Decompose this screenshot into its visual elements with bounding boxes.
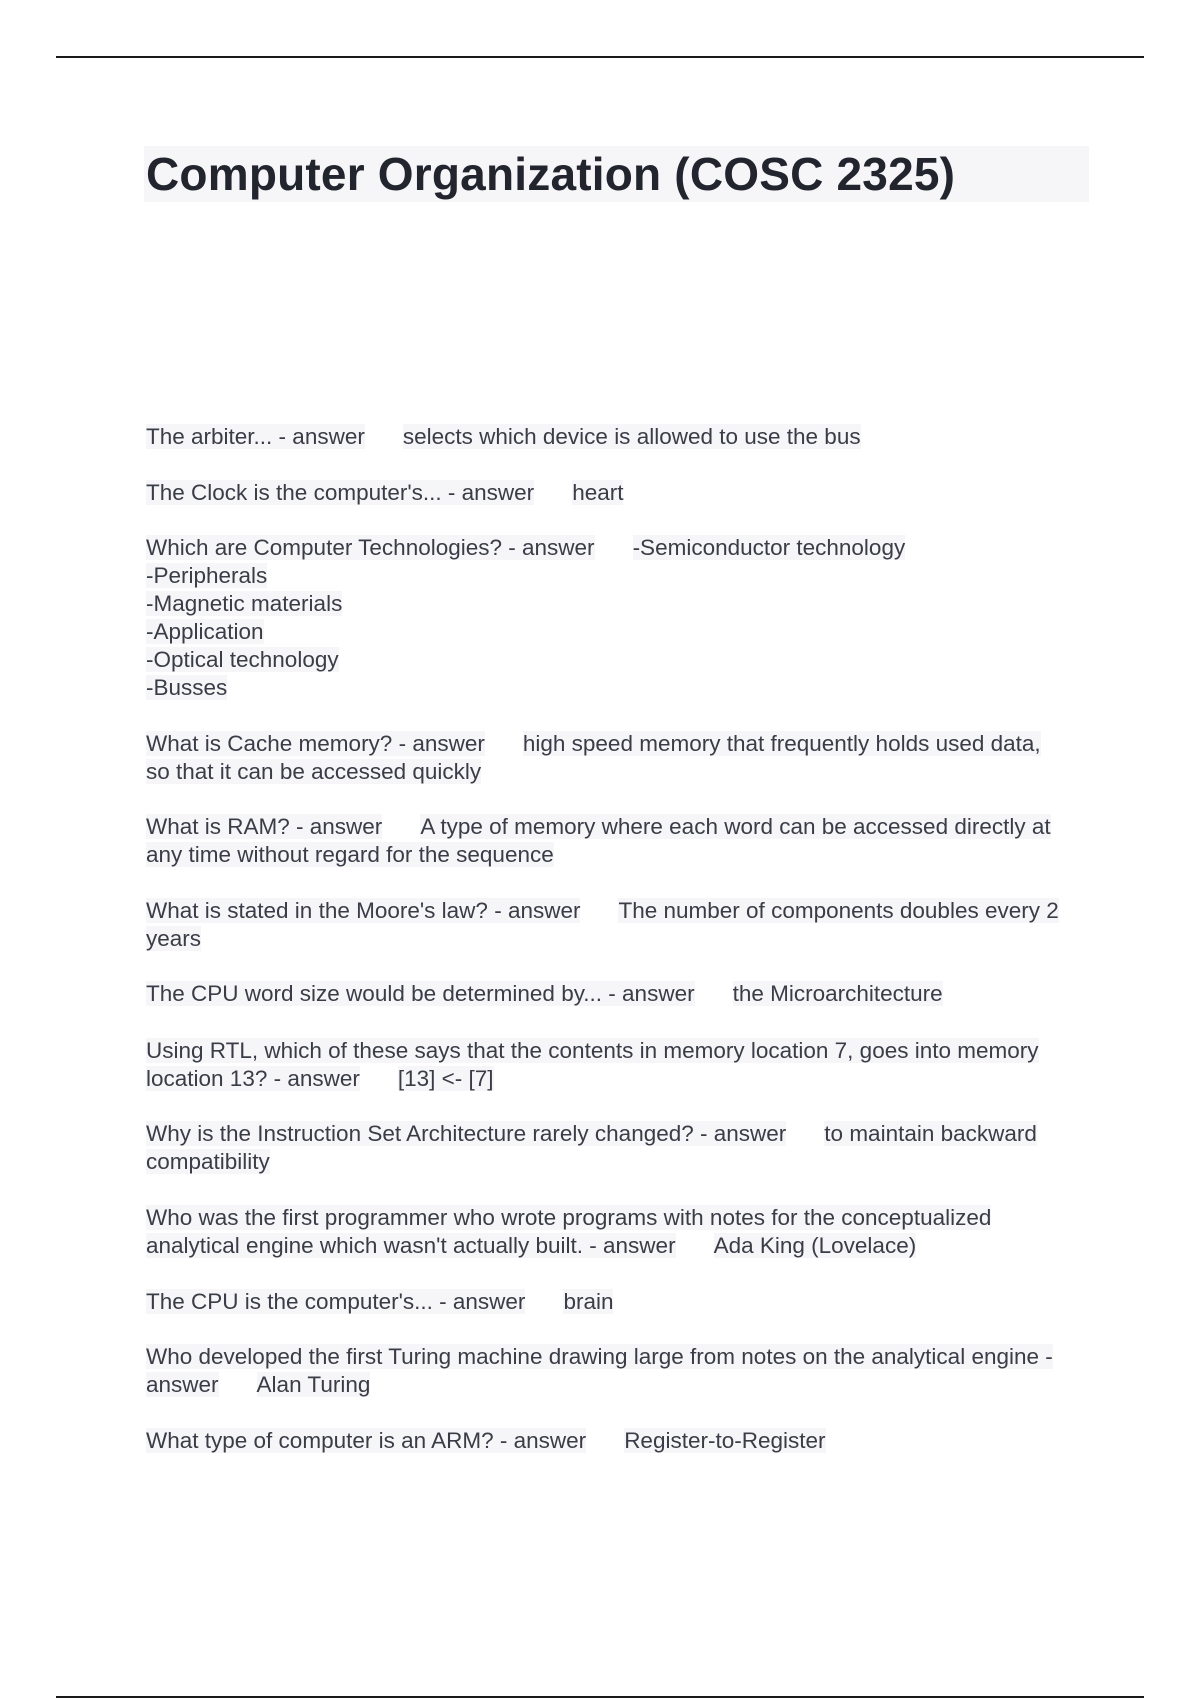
qa-item	[146, 395, 861, 451]
qa-item	[146, 785, 1066, 869]
qa-item	[146, 1092, 1066, 1176]
answer: the Microarchitecture	[732, 981, 943, 1006]
question: Who developed the first Turing machine drawing large from notes on the analytical engine - answer	[146, 1344, 1053, 1397]
answer: [13] <- [7]	[397, 1066, 494, 1091]
answer: A type of memory where each word can be accessed directly at any time without regard for the sequence	[146, 814, 1051, 867]
question: Who was the first programmer who wrote programs with notes for the conceptualized analytical engine which wasn't actually built. - answer	[146, 1205, 992, 1258]
question: The CPU is the computer's... - answer	[146, 1289, 526, 1314]
qa-item	[146, 1399, 826, 1455]
question: What type of computer is an ARM? - answer	[146, 1428, 587, 1453]
answer: Register-to-Register	[624, 1428, 826, 1453]
question: The arbiter... - answer	[146, 424, 365, 449]
answer: brain	[563, 1289, 614, 1314]
qa-item	[146, 869, 1066, 953]
answer: -Semiconductor technology -Peripherals -Magnetic materials -Application -Optical technology -Busses	[146, 535, 906, 700]
qa-item	[146, 506, 905, 702]
question: What is stated in the Moore's law? - answer	[146, 898, 581, 923]
qa-item	[146, 952, 943, 1008]
qa-item	[146, 1009, 1066, 1093]
question: The Clock is the computer's... - answer	[146, 480, 535, 505]
answer: selects which device is allowed to use the bus	[402, 424, 861, 449]
answer: to maintain backward compatibility	[146, 1121, 1037, 1174]
question: The CPU word size would be determined by... - answer	[146, 981, 695, 1006]
question: Using RTL, which of these says that the contents in memory location 7, goes into memory location 13? - answer	[146, 1038, 1039, 1091]
qa-item	[146, 702, 1066, 786]
question: Why is the Instruction Set Architecture rarely changed? - answer	[146, 1121, 787, 1146]
answer: Alan Turing	[256, 1372, 371, 1397]
qa-item	[146, 451, 623, 507]
answer: The number of components doubles every 2 years	[146, 898, 1059, 951]
question: Which are Computer Technologies? - answer	[146, 535, 595, 560]
question: What is Cache memory? - answer	[146, 731, 485, 756]
answer: Ada King (Lovelace)	[713, 1233, 917, 1258]
top-rule	[56, 56, 1144, 58]
qa-item	[146, 1315, 1066, 1399]
answer: heart	[572, 480, 624, 505]
qa-item	[146, 1176, 1066, 1260]
answer: high speed memory that frequently holds used data, so that it can be accessed quickly	[146, 731, 1041, 784]
bottom-rule	[56, 1696, 1144, 1698]
question: What is RAM? - answer	[146, 814, 383, 839]
qa-item	[146, 1260, 613, 1316]
document-title: Computer Organization (COSC 2325)	[146, 148, 956, 200]
